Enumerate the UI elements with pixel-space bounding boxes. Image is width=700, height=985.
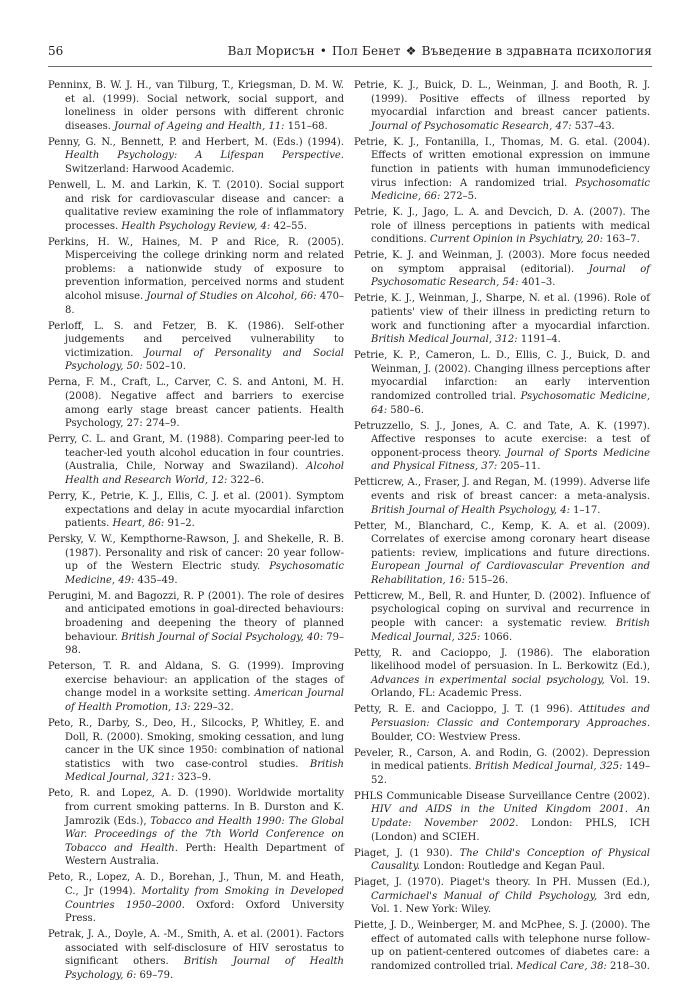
reference-source: Psychosomatic Medicine, 66: <box>371 177 650 203</box>
reference-text: 79–98. <box>65 631 345 657</box>
reference-source: Journal of Ageing and Health, 11: <box>114 120 285 132</box>
reference-entry <box>48 928 344 982</box>
reference-text: Petrie, K. J., Weinman, J., Sharpe, N. et al. (1996). Role of patients' view of their illness in predicting return to work and functioning after a myocardial infarction. <box>354 293 650 332</box>
reference-entry <box>354 919 650 973</box>
reference-source: Current Opinion in Psychiatry, 20: <box>429 234 603 246</box>
reference-source: The Child's Conception of Physical Causality. <box>371 847 651 873</box>
reference-entry <box>354 520 650 588</box>
reference-entry <box>48 717 344 785</box>
reference-text: Peterson, T. R. and Aldana, S. G. (1999). Improving exercise behaviour: an application of the stages of change model in a worksite setting. <box>48 661 344 700</box>
reference-entry <box>354 647 650 701</box>
reference-entry <box>354 292 650 346</box>
reference-source: Journal of Sports Medicine and Physical Fitness, 37: <box>371 447 650 473</box>
reference-text: Perkins, H. W., Haines, M. P and Rice, R. (2005). Misperceiving the college drinking norm and related problems: a nationwide study of exposure to prevention information, perceived norms and student alcohol misuse. <box>48 236 344 303</box>
reference-source: Medical Care, 38: <box>516 961 607 973</box>
reference-source: Heart, 86: <box>112 518 165 530</box>
reference-source: Journal of Personality and Social Psychology, 50: <box>65 347 344 373</box>
diamond-separator: ❖ <box>405 44 417 58</box>
author-2: Пол Бенет <box>332 44 401 58</box>
reference-text: Penninx, B. W. J. H., van Tilburg, T., Kriegsman, D. M. W. et al. (1999). Social network, social support, and loneliness in older persons with different chronic diseases. <box>48 80 344 132</box>
reference-text: Peto, R., Lopez, A. D., Borehan, J., Thun, M. and Heath, C., Jr (1994). <box>48 872 344 897</box>
reference-text: 322–6. <box>227 474 265 486</box>
reference-entry <box>48 236 344 318</box>
reference-source: Journal of Psychosomatic Research, 47: <box>371 120 572 132</box>
running-header <box>48 44 652 64</box>
reference-text: 149–52. <box>371 761 651 786</box>
reference-text: 537–43. <box>571 120 615 132</box>
reference-text: 91–2. <box>164 518 195 530</box>
reference-entry <box>48 320 344 374</box>
reference-text: 502–10. <box>142 361 186 373</box>
reference-entry <box>354 420 650 474</box>
reference-entry <box>48 376 344 430</box>
reference-source: British Journal of Health Psychology, 4: <box>371 504 570 516</box>
reference-text: London: PHLS, ICH (London) and SCIEH. <box>371 817 650 843</box>
page-number: 56 <box>48 44 64 58</box>
reference-source: Tobacco and Health 1990: The Global War. Proceedings of the 7th World Conference on Tobacco and Health. <box>65 815 344 854</box>
reference-entry <box>48 490 344 531</box>
reference-source: British Medical Journal, 312: <box>371 334 518 346</box>
reference-text: Petrie, K. J., Fontanilla, I., Thomas, M. G. etal. (2004). Effects of written emotional expression on immune function in patients with human immunodeficiency virus infection: A randomized trial. <box>354 136 650 189</box>
reference-entry <box>48 179 344 233</box>
reference-entry <box>354 249 650 290</box>
reference-text: Perry, C. L. and Grant, M. (1988). Comparing peer-led to teacher-led youth alcohol education in four countries. (Australia, Chile, Norway and Swaziland). <box>48 434 344 473</box>
reference-source: British Medical Journal, 321: <box>65 758 344 784</box>
reference-text: 3rd edn, Vol. 1. New York: Wiley. <box>371 890 650 916</box>
header-rule <box>48 66 652 67</box>
reference-text: 69–79. <box>136 969 174 981</box>
reference-entry <box>354 790 650 844</box>
reference-entry <box>354 703 650 744</box>
reference-text: Perloff, L. S. and Fetzer, B. K. (1986). Self-other judgements and perceived vulnerability to victimization. <box>48 320 344 359</box>
reference-text: London: Routledge and Kegan Paul. <box>420 861 605 873</box>
reference-text: 272–5. <box>440 191 478 203</box>
reference-entry <box>48 533 344 587</box>
reference-text: 42–55. <box>270 220 308 232</box>
reference-text: 401–3. <box>518 277 556 289</box>
reference-source: Psychosomatic Medicine, 49: <box>65 561 344 586</box>
reference-text: Petrie, K. P., Cameron, L. D., Ellis, C. J., Buick, D. and Weinman, J. (2002). Changing illness perceptions after myocardial infarction: an early intervention randomized controlled trial. <box>354 350 650 403</box>
reference-text: 151–68. <box>284 120 328 132</box>
reference-text: Boulder, CO: Westview Press. <box>371 731 521 743</box>
author-1: Вал Морисън <box>227 44 315 58</box>
reference-source: Psychosomatic Medicine, 64: <box>371 391 650 416</box>
reference-text: Petticrew, A., Fraser, J. and Regan, M. (1999). Adverse life events and risk of breast cancer: a meta-analysis. <box>354 477 650 502</box>
reference-entry <box>354 747 650 788</box>
reference-text: 229–32. <box>190 702 234 714</box>
reference-source: British Journal of Social Psychology, 40: <box>121 631 324 643</box>
reference-text: Petty, R. E. and Cacioppo, J. T. (1 996). <box>354 704 579 716</box>
reference-text: 205–11. <box>497 461 541 473</box>
reference-text: 323–9. <box>174 772 212 784</box>
reference-text: Piaget, J. (1970). Piaget's theory. In PH. Mussen (Ed.), <box>354 877 650 889</box>
reference-text: 1066. <box>480 631 513 643</box>
reference-text: 515–26. <box>464 574 509 586</box>
reference-text: 1–17. <box>570 504 601 516</box>
reference-text: 435–49. <box>134 574 178 586</box>
reference-source: HIV and AIDS in the United Kingdom 2001. An Update: November 2002. <box>371 804 650 829</box>
reference-text: Penny, G. N., Bennett, P. and Herbert, M. (Eds.) (1994). <box>48 136 344 148</box>
reference-source: European Journal of Cardiovascular Prevention and Rehabilitation, 16: <box>371 561 650 586</box>
reference-text: Perna, F. M., Craft, L., Carver, C. S. and Antoni, M. H. (2008). Negative affect and barriers to exercise among early stage breast cancer patients. Health Psychology, 27: 274–9. <box>48 377 344 430</box>
reference-entry <box>354 590 650 644</box>
reference-text: 163–7. <box>602 234 640 246</box>
reference-text: Petty, R. and Cacioppo, J. (1986). The elaboration likelihood model of persuasion. In L. Berkowitz (Ed.), <box>354 647 650 673</box>
references-left-column <box>48 79 344 985</box>
reference-source: British Journal of Health Psychology, 6: <box>65 956 344 981</box>
reference-text: Piaget, J. (1 930). <box>354 847 460 859</box>
reference-text: Petrie, K. J., Buick, D. L., Weinman, J. and Booth, R. J. (1999). Positive effects of illness reported by myocardial infarction and breast cancer patients. <box>354 80 650 119</box>
reference-entry <box>354 349 650 417</box>
reference-entry <box>354 136 650 204</box>
reference-text: Peveler, R., Carson, A. and Rodin, G. (2002). Depression in medical patients. <box>354 747 650 773</box>
reference-entry <box>48 79 344 133</box>
reference-text: 470–8. <box>65 291 345 316</box>
reference-text: 218–30. <box>606 961 650 973</box>
reference-entry <box>354 79 650 133</box>
reference-text: Switzerland: Harwood Academic. <box>65 163 235 175</box>
reference-entry <box>354 206 650 247</box>
reference-text: Persky, V. W., Kempthorne-Rawson, J. and Shekelle, R. B. (1987). Personality and risk of cancer: 20 year follow-up of the Western Electric study. <box>48 534 344 573</box>
reference-entry <box>48 590 344 658</box>
reference-source: Carmichael's Manual of Child Psychology, <box>371 890 598 902</box>
reference-source: Journal of Studies on Alcohol, 66: <box>146 291 317 303</box>
reference-text: Petrie, K. J. and Weinman, J. (2003). More focus needed on symptom appraisal (editorial). <box>354 250 650 275</box>
reference-text: Petruzzello, S. J., Jones, A. C. and Tate, A. K. (1997). Affective responses to acute exercise: a test of opponent-process theory. <box>354 420 650 459</box>
reference-text: Perry, K., Petrie, K. J., Ellis, C. J. et al. (2001). Symptom expectations and delay in acute myocardial infarction patients. <box>48 490 344 530</box>
reference-source: Journal of Psychosomatic Research, 54: <box>371 263 650 289</box>
reference-text: PHLS Communicable Disease Surveillance Centre (2002). <box>354 790 650 802</box>
references-right-column <box>354 79 650 976</box>
reference-entry <box>48 660 344 714</box>
reference-entry <box>48 136 344 177</box>
reference-source: Attitudes and Persuasion: Classic and Contemporary Approaches. <box>371 704 650 730</box>
reference-source: British Medical Journal, 325: <box>371 618 650 643</box>
reference-text: Piette, J. D., Weinberger, M. and McPhee, S. J. (2000). The effect of automated calls with telephone nurse follow-up on patient-centered outcomes of diabetes care: a randomized controlled trial. <box>354 920 650 973</box>
reference-text: Peto, R., Darby, S., Deo, H., Silcocks, P, Whitley, E. and Doll, R. (2000). Smoking, smoking cessation, and lung cancer in the UK since 1950: combination of national statistics with two case-control studies. <box>48 718 344 770</box>
reference-text: Petter, M., Blanchard, C., Kemp, K. A. et al. (2009). Correlates of exercise among coronary heart disease patients: review, implications and future directions. <box>354 520 650 559</box>
reference-source: Health Psychology Review, 4: <box>121 220 271 232</box>
reference-source: Health Psychology: A Lifespan Perspective. <box>65 150 344 162</box>
reference-text: 1191–4. <box>517 334 561 346</box>
reference-entry <box>48 433 344 487</box>
reference-source: Mortality from Smoking in Developed Countries 1950–2000. <box>65 885 344 911</box>
bullet-separator: • <box>319 44 328 58</box>
reference-entry <box>354 876 650 917</box>
reference-text: Peto, R. and Lopez, A. D. (1990). Worldwide mortality from current smoking patterns. In B. Durston and K. Jamrozik (Eds.), <box>48 788 344 827</box>
reference-source: Alcohol Health and Research World, 12: <box>65 461 344 486</box>
reference-text: Vol. 19. Orlando, FL: Academic Press. <box>371 674 650 700</box>
reference-text: Petrak, J. A., Doyle, A. -M., Smith, A. et al. (2001). Factors associated with self-disclosure of HIV serostatus to significant others. <box>48 929 344 968</box>
reference-text: Perugini, M. and Bagozzi, R. P (2001). The role of desires and anticipated emotions in goal-directed behaviours: broadening and deepening the theory of planned behaviour. <box>48 590 344 643</box>
reference-text: Perth: Health Department of Western Australia. <box>65 842 344 868</box>
reference-entry <box>48 871 344 925</box>
reference-text: 580–6. <box>387 404 424 416</box>
reference-entry <box>354 847 650 874</box>
reference-text: Petrie, K. J., Jago, L. A. and Devcich, D. A. (2007). The role of illness perceptions in patients with medical conditions. <box>354 207 650 246</box>
reference-entry <box>48 787 344 869</box>
reference-source: American Journal of Health Promotion, 13: <box>65 688 344 714</box>
reference-entry <box>354 476 650 517</box>
reference-source: Advances in experimental social psychology, <box>371 674 605 686</box>
reference-source: British Medical Journal, 325: <box>475 761 623 773</box>
reference-text: Petticrew, M., Bell, R. and Hunter, D. (2002). Influence of psychological coping on survival and recurrence in people with cancer: a systematic review. <box>354 590 650 630</box>
reference-text: Penwell, L. M. and Larkin, K. T. (2010). Social support and risk for cardiovascular disease and cancer: a qualitative review examining the role of inflammatory processes. <box>48 179 344 232</box>
book-title: Въведение в здравната психология <box>421 44 652 58</box>
running-head <box>228 44 652 58</box>
reference-text: Oxford: Oxford University Press. <box>65 899 344 925</box>
